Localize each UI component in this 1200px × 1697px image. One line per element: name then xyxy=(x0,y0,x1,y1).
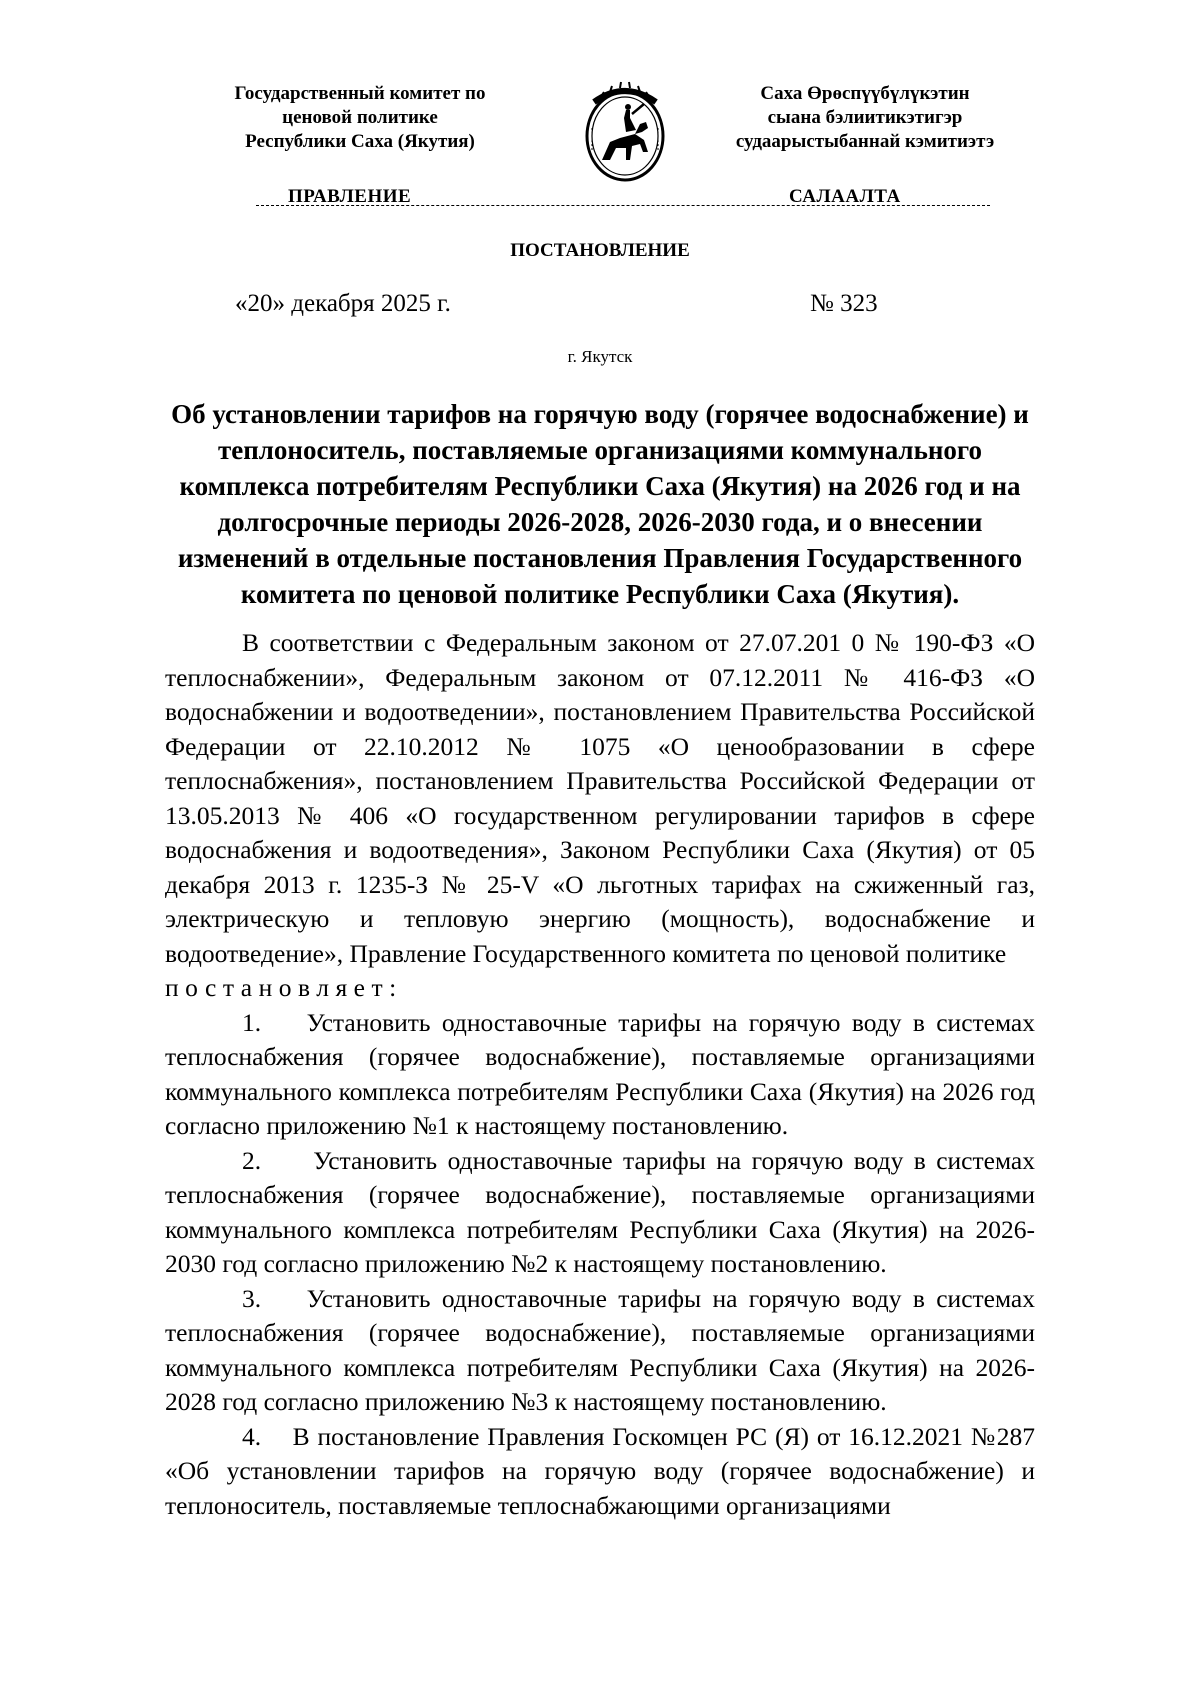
header-divider xyxy=(256,205,990,206)
preamble-paragraph: В соответствии с Федеральным законом от 27.07.201 0 № 190-ФЗ «О теплоснабжении», Федеральным законом от 07.12.2011 № 416-ФЗ «О водоснабжении и водоотведении», постановлением Правительства Российской Федерации от 22.10.2012 № 1075 «О ценообразовании в сфере теплоснабжения», постановлением Правительства Российской Федерации от 13.05.2013 № 406 «О государственном регулировании тарифов в сфере водоснабжения и водоотведения», Законом Республики Саха (Якутия) от 05 декабря 2013 г. 1235-З № 25-V «О льготных тарифах на сжиженный газ, электрическую и тепловую энергию (мощность), водоснабжение и водоотведение», Правление Государственного комитета по ценовой политике xyxy=(165,628,1035,968)
list-item-text: Установить одноставочные тарифы на горячую воду в системах теплоснабжения (горячее водоснабжение), поставляемые организациями коммунального комплекса потребителям Республики Саха (Якутия) на 2026-2030 год согласно приложению №2 к настоящему постановлению. xyxy=(165,1145,1035,1278)
document-body xyxy=(165,626,1035,1523)
document-type: ПОСТАНОВЛЕНИЕ xyxy=(510,240,690,261)
list-item-number: 2. xyxy=(242,1145,262,1175)
list-item-text: Установить одноставочные тарифы на горячую воду в системах теплоснабжения (горячее водоснабжение), поставляемые организациями коммунального комплекса потребителям Республики Саха (Якутия) на 2026 год согласно приложению №1 к настоящему постановлению. xyxy=(165,1007,1036,1140)
resolves-word: постановляет: xyxy=(165,973,403,1002)
list-item xyxy=(165,1420,1035,1524)
header-left-line: Республики Саха (Якутия) xyxy=(245,131,475,152)
list-item-number: 1. xyxy=(242,1007,262,1037)
header-right-line: судаарыстыбаннай кэмитиэтэ xyxy=(735,131,995,152)
document-date: «20» декабря 2025 г. xyxy=(235,290,451,317)
header-right-subtitle: САЛААЛТА xyxy=(789,186,901,207)
header-right-org xyxy=(705,82,1025,154)
header-right-line: сыана бэлиитикэтигэр xyxy=(767,107,963,128)
document-number: № 323 xyxy=(810,290,878,317)
list-item xyxy=(165,1282,1035,1420)
document-title: Об установлении тарифов на горячую воду (горячее водоснабжение) и теплоноситель, поставляемые организациями коммунального комплекса потребителям Республики Саха (Якутия) на 2026 год и на долгосрочные периоды 2026-2028, 2026-2030 года, и о внесении изменений в отдельные постановления Правления Государственного комитета по ценовой политике Республики Саха (Якутия). xyxy=(171,399,1029,609)
header-left-line: ценовой политике xyxy=(282,107,438,128)
header-left-line: Государственный комитет по xyxy=(234,83,486,104)
header-left-subtitle: ПРАВЛЕНИЕ xyxy=(288,186,412,207)
document-city: г. Якутск xyxy=(567,347,633,366)
list-item-number: 3. xyxy=(242,1283,262,1313)
header-left-org xyxy=(200,82,520,154)
list-item xyxy=(165,1006,1035,1144)
header-right-line: Саха Өрөспүүбүлүкэтин xyxy=(760,83,970,104)
list-item-text: Установить одноставочные тарифы на горячую воду в системах теплоснабжения (горячее водоснабжение), поставляемые организациями коммунального комплекса потребителям Республики Саха (Якутия) на 2026-2028 год согласно приложению №3 к настоящему постановлению. xyxy=(165,1283,1036,1416)
coat-of-arms-emblem-icon xyxy=(580,78,670,188)
list-item xyxy=(165,1144,1035,1282)
list-item-number: 4. xyxy=(242,1421,262,1451)
list-item-text: В постановление Правления Госкомцен РС (Я) от 16.12.2021 №287 «Об установлении тарифов на горячую воду (горячее водоснабжение) и теплоноситель, поставляемые теплоснабжающими организациями xyxy=(165,1421,1035,1520)
